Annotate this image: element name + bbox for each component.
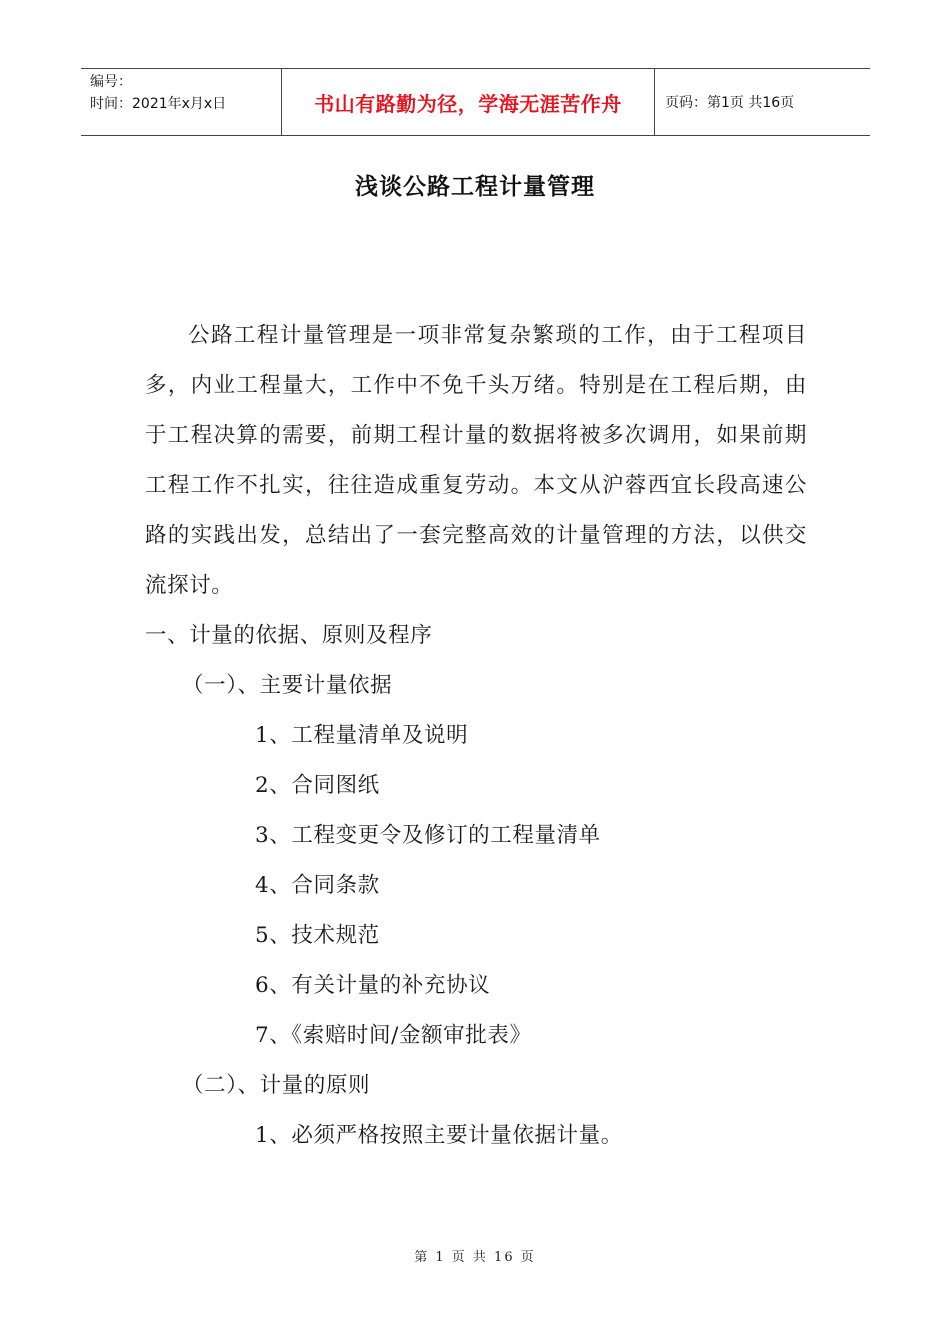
subsection-heading: （一）、主要计量依据 [182,673,393,698]
header-meta [81,69,281,135]
list-item: 1、工程量清单及说明 [255,723,469,748]
intro-paragraph: 公路工程计量管理是一项非常复杂繁琐的工作，由于工程项目多，内业工程量大，工作中不免千头万绪。特别是在工程后期，由于工程决算的需要，前期工程计量的数据将被多次调用，如果前期工程工作不扎实，往往造成重复劳动。本文从沪蓉西宜长段高速公路的实践出发，总结出了一套完整高效的计量管理的方法，以供交流探讨。 [145,323,807,598]
header-page-info-cell [655,69,870,135]
header-motto-cell [281,69,655,135]
list-item: 3、工程变更令及修订的工程量清单 [255,823,601,848]
header-page-info: 页码：第1页 共16页 [665,95,795,111]
document-body [145,311,807,1161]
list-item: 5、技术规范 [255,923,380,948]
list-item: 4、合同条款 [255,873,380,898]
list-item: 2、合同图纸 [255,773,380,798]
document-number-label: 编号： [90,74,132,90]
list-item: 7、《索赔时间/金额审批表》 [255,1023,532,1048]
section-heading: 一、计量的依据、原则及程序 [145,623,433,648]
header-motto: 书山有路勤为径，学海无涯苦作舟 [314,91,622,116]
subsection-heading: （二）、计量的原则 [182,1073,371,1098]
list-item: 6、有关计量的补充协议 [255,973,491,998]
page-header [81,68,870,136]
document-title: 浅谈公路工程计量管理 [355,174,595,200]
document-date: 时间：2021年x月x日 [90,96,227,112]
list-item: 1、必须严格按照主要计量依据计量。 [255,1123,623,1148]
page-footer: 第 1 页 共 16 页 [414,1250,536,1265]
